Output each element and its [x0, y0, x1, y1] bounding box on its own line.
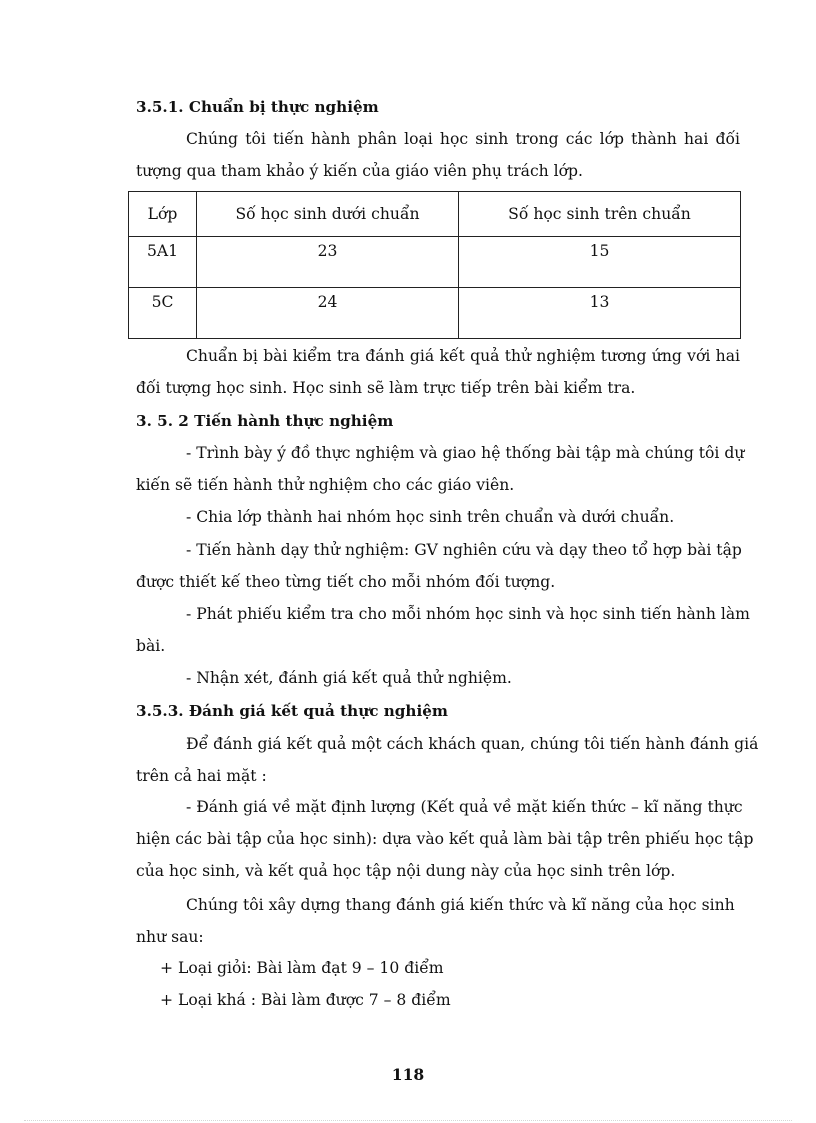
paragraph-line: - Phát phiếu kiểm tra cho mỗi nhóm học sinh và học sinh tiến hành làm	[186, 605, 750, 623]
paragraph-line: - Trình bày ý đồ thực nghiệm và giao hệ thống bài tập mà chúng tôi dự	[186, 444, 745, 462]
table-header-row	[129, 192, 741, 237]
paragraph-line: Chuẩn bị bài kiểm tra đánh giá kết quả thử nghiệm tương ứng với hai	[186, 347, 740, 365]
paragraph-line: tượng qua tham khảo ý kiến của giáo viên phụ trách lớp.	[136, 162, 583, 180]
table-row	[129, 237, 741, 288]
paragraph-line: như sau:	[136, 928, 204, 946]
page-number: 118	[391, 1065, 425, 1084]
paragraph-line: Chúng tôi tiến hành phân loại học sinh trong các lớp thành hai đối	[186, 130, 740, 148]
paragraph-line: Chúng tôi xây dựng thang đánh giá kiến thức và kĩ năng của học sinh	[186, 896, 735, 914]
paragraph-line: - Chia lớp thành hai nhóm học sinh trên chuẩn và dưới chuẩn.	[186, 508, 675, 526]
student-classification-table	[128, 191, 741, 339]
table-cell: 15	[459, 237, 741, 288]
paragraph-line: Để đánh giá kết quả một cách khách quan, chúng tôi tiến hành đánh giá	[186, 735, 759, 753]
table-cell: 13	[459, 288, 741, 339]
paragraph-line: kiến sẽ tiến hành thử nghiệm cho các giáo viên.	[136, 476, 515, 494]
section-heading-3-5-1: 3.5.1. Chuẩn bị thực nghiệm	[136, 98, 379, 116]
paragraph-line: được thiết kế theo từng tiết cho mỗi nhóm đối tượng.	[136, 573, 556, 591]
table-header-cell: Số học sinh trên chuẩn	[459, 192, 741, 237]
paragraph-line: - Nhận xét, đánh giá kết quả thử nghiệm.	[186, 669, 512, 687]
table-row	[129, 288, 741, 339]
paragraph-line: bài.	[136, 637, 166, 655]
paragraph-line: của học sinh, và kết quả học tập nội dung này của học sinh trên lớp.	[136, 862, 676, 880]
table-header-cell: Số học sinh dưới chuẩn	[197, 192, 459, 237]
page-bottom-divider	[24, 1120, 792, 1121]
paragraph-line: đối tượng học sinh. Học sinh sẽ làm trực tiếp trên bài kiểm tra.	[136, 379, 636, 397]
paragraph-line: - Đánh giá về mặt định lượng (Kết quả về mặt kiến thức – kĩ năng thực	[186, 798, 743, 816]
list-item: + Loại khá : Bài làm được 7 – 8 điểm	[160, 991, 451, 1009]
table-header-cell: Lớp	[129, 192, 197, 237]
list-item: + Loại giỏi: Bài làm đạt 9 – 10 điểm	[160, 959, 444, 977]
section-heading-3-5-2: 3. 5. 2 Tiến hành thực nghiệm	[136, 412, 394, 430]
table-cell: 5C	[129, 288, 197, 339]
section-heading-3-5-3: 3.5.3. Đánh giá kết quả thực nghiệm	[136, 702, 448, 720]
paragraph-line: trên cả hai mặt :	[136, 767, 267, 785]
paragraph-line: - Tiến hành dạy thử nghiệm: GV nghiên cứu và dạy theo tổ hợp bài tập	[186, 541, 742, 559]
paragraph-line: hiện các bài tập của học sinh): dựa vào kết quả làm bài tập trên phiếu học tập	[136, 830, 754, 848]
table-cell: 23	[197, 237, 459, 288]
table-cell: 5A1	[129, 237, 197, 288]
table-cell: 24	[197, 288, 459, 339]
